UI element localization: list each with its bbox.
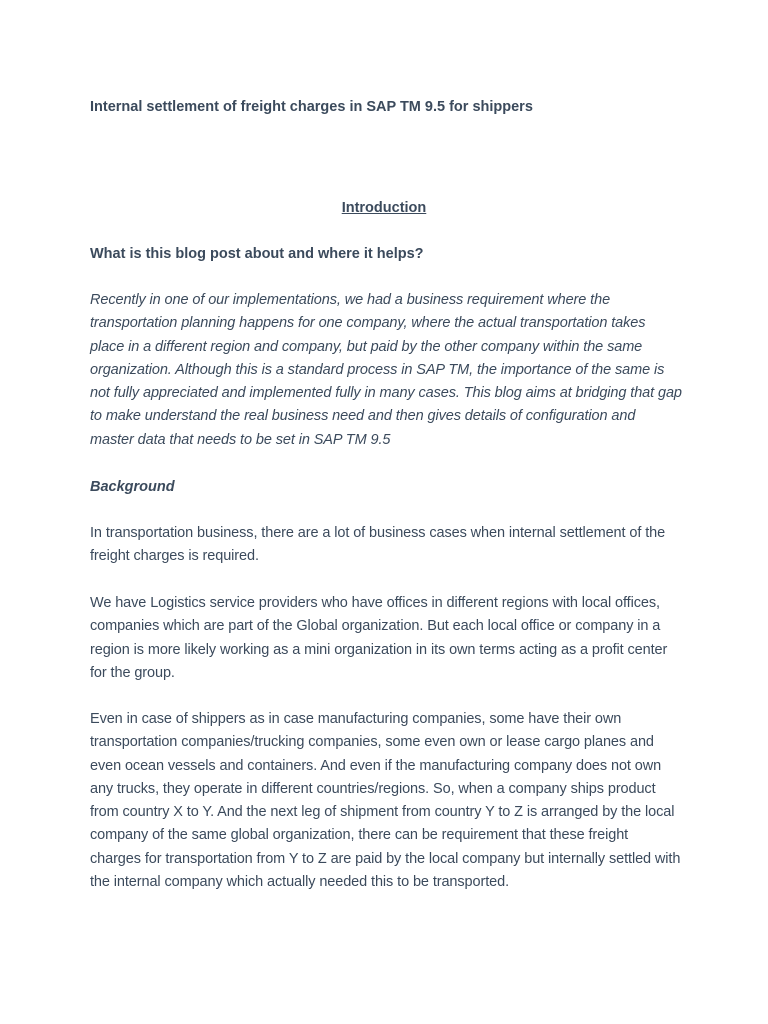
body-paragraph: Even in case of shippers as in case manufacturing companies, some have their own transportation companies/trucking companies, some even own or lease cargo planes and even ocean vessels and containers. And even if the manufacturing company does not own any trucks, they operate in different countries/regions. So, when a company ships product from country X to Y. And the next leg of shipment from country Y to Z is arranged by the local company of the same global organization, there can be requirement that these freight charges for transportation from Y to Z are paid by the local company but internally settled with the internal company which actually needed this to be transported. <box>90 711 681 891</box>
body-paragraph: In transportation business, there are a lot of business cases when internal settlement of the freight charges is required. <box>90 525 666 565</box>
section-heading-introduction: Introduction <box>341 200 427 216</box>
document-page <box>90 0 682 1024</box>
body-paragraph: We have Logistics service providers who have offices in different regions with local offices, companies which are part of the Global organization. But each local office or company in a region is more likely working as a mini organization in its own terms acting as a profit center for the group. <box>90 595 668 681</box>
question-heading: What is this blog post about and where it helps? <box>90 246 424 262</box>
document-title: Internal settlement of freight charges in SAP TM 9.5 for shippers <box>90 99 533 115</box>
background-heading: Background <box>90 479 175 495</box>
intro-paragraph: Recently in one of our implementations, we had a business requirement where the transportation planning happens for one company, where the actual transportation takes place in a different region and company, but paid by the other company within the same organization. Although this is a standard process in SAP TM, the importance of the same is not fully appreciated and implemented fully in many cases. This blog aims at bridging that gap to make understand the real business need and then gives details of configuration and master data that needs to be set in SAP TM 9.5 <box>90 292 682 448</box>
